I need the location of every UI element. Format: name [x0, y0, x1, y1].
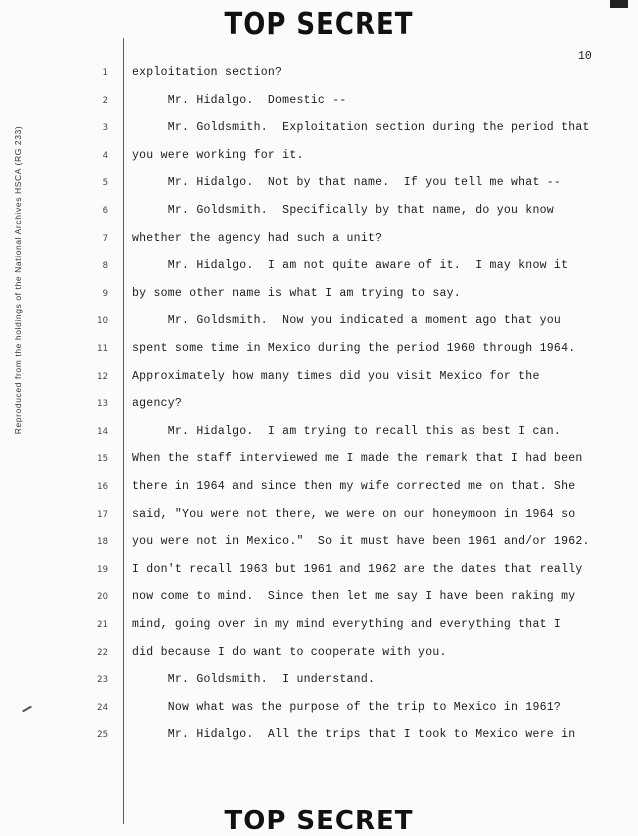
transcript-line: Approximately how many times did you visit Mexico for the: [132, 369, 540, 383]
transcript-line: exploitation section?: [132, 66, 283, 79]
line-number: 14: [97, 426, 108, 437]
transcript-line: Mr. Hidalgo. I am not quite aware of it. I may know it: [132, 259, 569, 273]
transcript-line: Mr. Goldsmith. Now you indicated a moment ago that you: [132, 314, 562, 328]
transcript-line: agency?: [132, 397, 183, 411]
line-number: 7: [102, 233, 108, 244]
transcript-line: Mr. Goldsmith. Exploitation section during the period that: [132, 121, 590, 135]
line-number: 21: [97, 620, 108, 630]
line-number: 9: [102, 288, 108, 299]
transcript-line: Mr. Hidalgo. All the trips that I took to Mexico were in: [132, 728, 576, 742]
line-number: 1: [102, 68, 108, 78]
line-number: 5: [102, 178, 108, 189]
line-number: 15: [97, 454, 108, 465]
transcript-line: Mr. Hidalgo. I am trying to recall this as best I can.: [132, 424, 562, 438]
line-number: 18: [97, 537, 108, 548]
transcript-line: you were working for it.: [132, 148, 304, 162]
line-number: 13: [97, 399, 108, 410]
line-number: 19: [97, 564, 108, 575]
transcript-line: spent some time in Mexico during the period 1960 through 1964.: [132, 342, 576, 355]
transcript-line: Mr. Goldsmith. Specifically by that name, do you know: [132, 204, 554, 217]
transcript-line: now come to mind. Since then let me say I have been raking my: [132, 590, 576, 604]
transcript-line: Now what was the purpose of the trip to Mexico in 1961?: [132, 700, 562, 714]
line-number: 11: [97, 344, 108, 354]
transcript-line: I don't recall 1963 but 1961 and 1962 are the dates that really: [132, 562, 583, 576]
top-secret-header-stamp: TOP SECRET: [224, 7, 414, 43]
line-number: 8: [102, 261, 108, 272]
transcript-line: did because I do want to cooperate with you.: [132, 645, 447, 659]
line-number: 4: [102, 150, 108, 161]
line-number: 6: [102, 206, 108, 216]
top-secret-footer-stamp: TOP SECRET: [224, 806, 414, 836]
line-number: 22: [97, 647, 108, 658]
line-number: 17: [97, 509, 108, 520]
transcript-line: you were not in Mexico." So it must have been 1961 and/or 1962.: [132, 535, 590, 549]
line-number: 16: [97, 482, 108, 492]
line-number: 20: [97, 592, 108, 603]
line-number: 12: [97, 371, 108, 382]
page-number: 10: [578, 50, 592, 63]
archive-note-text: Reproduced from the holdings of the National Archives HSCA (RG 233): [13, 125, 23, 435]
transcript-line: Mr. Goldsmith. I understand.: [132, 673, 376, 687]
transcript-line: Mr. Hidalgo. Domestic --: [132, 93, 347, 107]
transcript-line: mind, going over in my mind everything and everything that I: [132, 618, 562, 631]
transcript-line: said, "You were not there, we were on our honeymoon in 1964 so: [132, 507, 576, 521]
transcript-line: there in 1964 and since then my wife corrected me on that. She: [132, 480, 576, 493]
transcript-line: by some other name is what I am trying to say.: [132, 286, 461, 300]
margin-mark: [22, 706, 32, 713]
line-number: 23: [97, 675, 108, 686]
line-number: 10: [97, 316, 108, 327]
margin-rule: [123, 38, 124, 824]
transcript-line: Mr. Hidalgo. Not by that name. If you tell me what --: [132, 176, 562, 190]
line-number: 24: [97, 702, 108, 713]
line-number: 3: [102, 123, 108, 134]
line-number: 2: [102, 95, 108, 106]
transcript-line: When the staff interviewed me I made the remark that I had been: [132, 452, 583, 466]
line-number: 25: [97, 730, 108, 741]
transcript-line: whether the agency had such a unit?: [132, 231, 383, 245]
